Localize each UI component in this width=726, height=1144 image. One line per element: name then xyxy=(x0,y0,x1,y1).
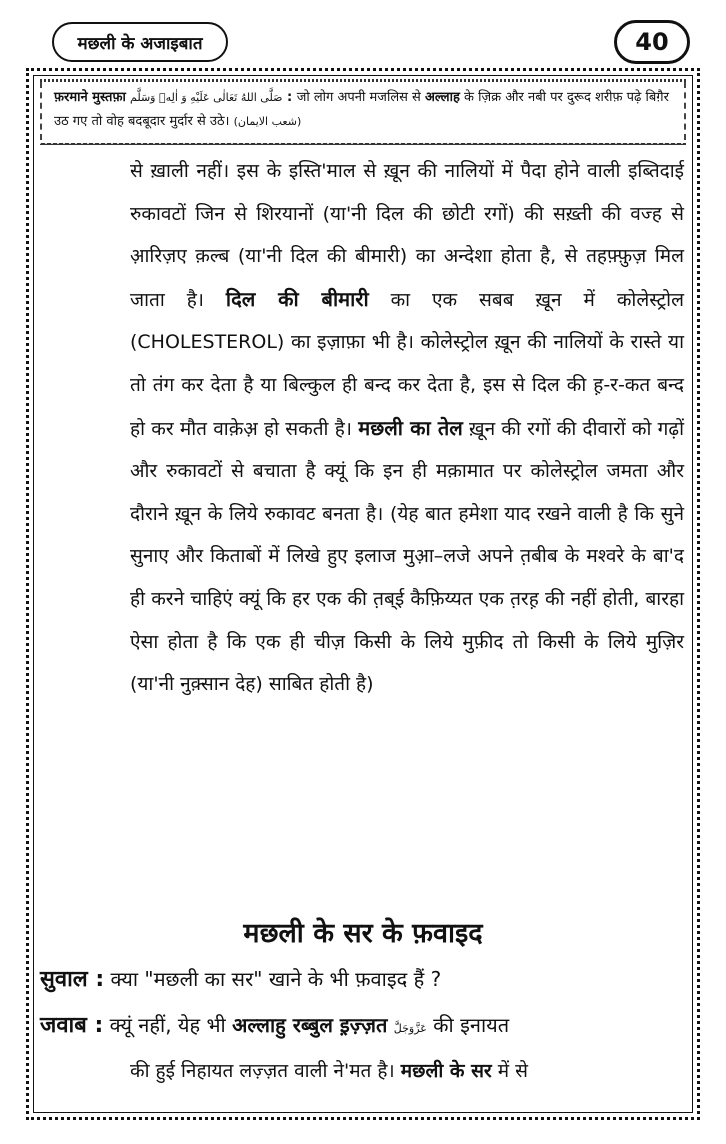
hadith-banner xyxy=(40,82,686,140)
question-label: सुवाल : xyxy=(40,967,105,992)
text-run: से ख़ाली नहीं। इस के इस्ति'माल से ख़ून की नालियों में पैदा होने वाली इब्तिदाई रुकावटों जिन से शिरयानों (या'नी दिल की छोटी रगों) की सख़्ती की वज्ह से आ़रिज़ए क़ल्ब (या'नी दिल की बीमारी) का अन्देशा होता है, से तहफ़्फ़ुज़ मिल जाता है। xyxy=(130,160,684,311)
answer-line2-b: में से xyxy=(491,1060,528,1082)
paragraph xyxy=(130,150,684,706)
banner-bottom-ornament xyxy=(40,140,686,148)
bold-run-heart-disease: दिल की बीमारी xyxy=(225,286,369,311)
banner-allah: अल्लाह xyxy=(424,90,460,105)
answer-row xyxy=(40,1004,686,1050)
text-run: ख़ून की रगों की दीवारों को गढ़ों और रुकावटों से बचाता है क्यूं कि इन ही मक़ामात पर कोलेस्ट्रोल जमता और दौराने ख़ून के लिये रुकावट बनता है। (येह बात हमेशा याद रखने वाली है कि सुने सुनाए और किताबों में लिखे हुए इलाज मुआ़–लजे अपने त़बीब के मश्वरे के बा'द ही करने चाहिएं क्यूं कि हर एक की त़ब्ई कैफ़िय्यत एक त़रह़ की नहीं होती, बारहा ऐसा होता है कि एक ही चीज़ किसी के लिये मुफ़ीद तो किसी के लिये मुज़िर (या'नी नुक़्सान देह) साबित होती है) xyxy=(130,417,684,696)
bold-run-fish-oil: मछली का तेल xyxy=(358,415,463,440)
banner-source: (شعب الایمان) xyxy=(233,115,302,128)
answer-label: जवाब : xyxy=(40,1013,104,1038)
section-heading: मछली के सर के फ़वाइद xyxy=(243,918,483,949)
banner-text-b: के ज़िक्र और नबी पर दुरूद शरीफ़ पढ़े बिग़ैर उठ गए तो वोह बदबूदार मुर्दार से उठे। xyxy=(54,90,669,129)
page-number: 40 xyxy=(614,20,690,64)
banner-salutation: صَلَّى اللهُ تَعَالٰى عَلَيْهِ وَ اٰلِهٖ وَسَلَّم xyxy=(130,91,283,104)
answer-line2-bold: मछली के सर xyxy=(400,1060,492,1082)
answer-bold: अल्लाहु रब्बुल इ़ज़्ज़त xyxy=(232,1013,388,1037)
answer-line2-a: की हुई निहायत लज़्ज़त वाली ने'मत है। xyxy=(130,1060,401,1082)
question-row xyxy=(40,958,686,1001)
banner-colon: : xyxy=(282,90,297,105)
text-run: का एक सबब ख़ून में कोलेस्ट्रोल (CHOLESTEROL) का इज़ाफ़ा भी है। कोलेस्ट्रोल ख़ून की नालियों के रास्ते या तो तंग कर देता है या बिल्कुल ही बन्द कर देता है, इस से दिल की ह़-र-कत बन्द हो कर मौत वाक़ेअ़ हो सकती है। xyxy=(130,288,684,440)
answer-continuation xyxy=(130,1050,684,1092)
body-paragraph xyxy=(130,150,684,706)
book-title: मछली के अजाइबात xyxy=(52,22,228,62)
answer-text-a: क्यूं नहीं, येह भी xyxy=(109,1013,233,1037)
banner-text-a: जो लोग अपनी मजलिस से xyxy=(296,90,425,105)
banner-lead: फ़रमाने मुस्तफ़ा xyxy=(54,90,126,105)
answer-text-b: की इनायत xyxy=(426,1013,510,1037)
question-text: क्या "मछली का सर" खाने के भी फ़वाइद हैं ? xyxy=(110,967,442,991)
answer-arabic: عَزَّوَجَلَّ xyxy=(393,1022,427,1035)
